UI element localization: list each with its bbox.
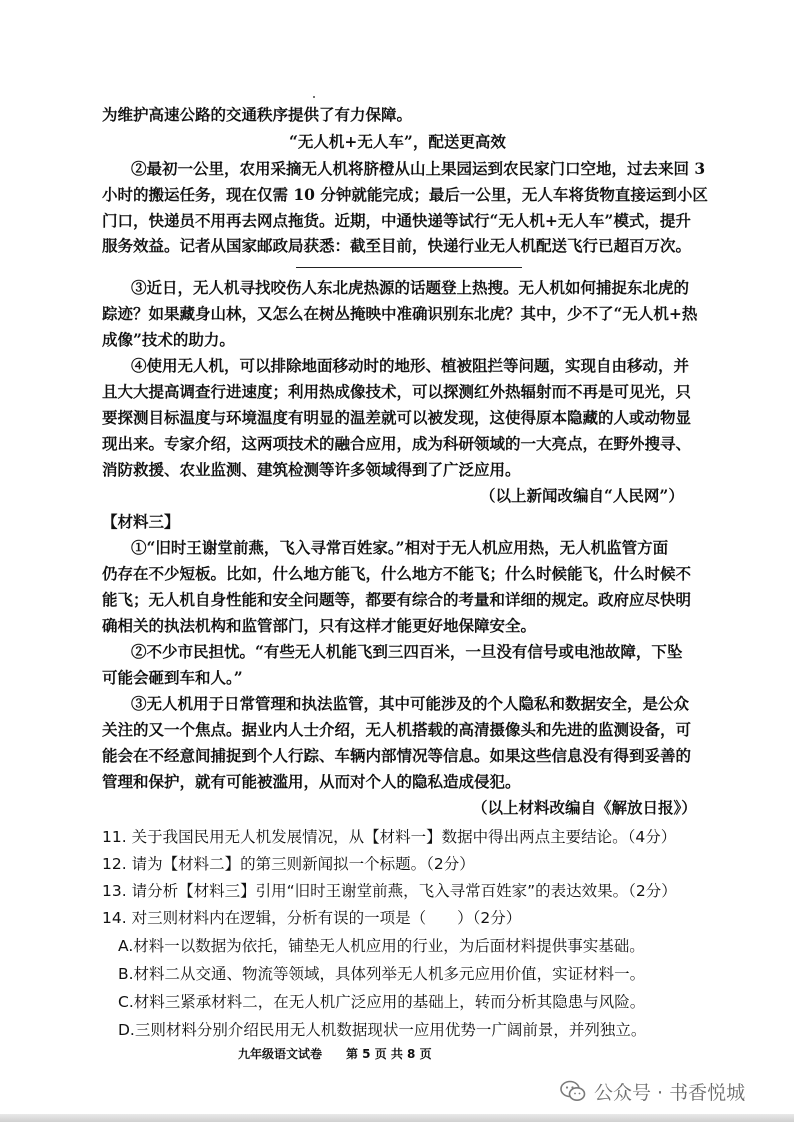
watermark-text: 公众号 · 书香悦城 bbox=[594, 1081, 746, 1104]
text-line: ②不少市民担忧。“有些无人机能飞到三四百米，一旦没有信号或电池故障，下坠 bbox=[131, 642, 683, 661]
news-subtitle: “无人机+无人车”，配送更高效 bbox=[289, 132, 506, 151]
wechat-icon bbox=[560, 1080, 586, 1102]
option-c: C.材料三紧承材料二，在无人机广泛应用的基础上，转而分析其隐患与风险。 bbox=[118, 993, 646, 1011]
text-line: 能飞；无人机自身性能和安全问题等，都要有综合的考量和详细的规定。政府应尽快明 bbox=[102, 590, 692, 609]
scan-speck bbox=[313, 96, 315, 98]
option-b: B.材料二从交通、物流等领域，具体列举无人机多元应用价值，实证材料一。 bbox=[118, 965, 646, 983]
text-line: ③无人机用于日常管理和执法监管，其中可能涉及的个人隐私和数据安全，是公众 bbox=[131, 694, 690, 713]
option-a: A.材料一以数据为依托，铺垫无人机应用的行业，为后面材料提供事实基础。 bbox=[118, 937, 645, 955]
text-line: 确相关的执法机构和监管部门，只有这样才能更好地保障安全。 bbox=[102, 616, 537, 635]
text-line: ①“旧时王谢堂前燕，飞入寻常百姓家。”相对于无人机应用热，无人机监管方面 bbox=[131, 538, 669, 557]
page-footer: 九年级语文试卷 第 5 页 共 8 页 bbox=[238, 1047, 432, 1061]
section-heading: 【材料三】 bbox=[102, 512, 180, 531]
text-line: 服务效益。记者从国家邮政局获悉：截至目前，快递行业无人机配送飞行已超百万次。 bbox=[102, 236, 692, 255]
text-line: 踪迹？如果藏身山林，又怎么在树丛掩映中准确识别东北虎？其中，少不了“无人机+热 bbox=[102, 304, 698, 323]
watermark bbox=[560, 1076, 745, 1106]
text-line: 成像”技术的助力。 bbox=[102, 330, 235, 349]
text-line: 消防救援、农业监测、建筑检测等许多领域得到了广泛应用。 bbox=[102, 460, 521, 479]
bottom-scan-edge bbox=[0, 1114, 794, 1122]
text-line: 小时的搬运任务，现在仅需 10 分钟就能完成；最后一公里，无人车将货物直接运到小区 bbox=[102, 185, 708, 204]
text-line: 可能会砸到车和人。” bbox=[102, 668, 243, 687]
text-line: ④使用无人机，可以排除地面移动时的地形、植被阻拦等问题，实现自由移动，并 bbox=[131, 356, 690, 375]
text-line: 管理和保护，就有可能被滥用，从而对个人的隐私造成侵犯。 bbox=[102, 772, 521, 791]
text-line: 为维护高速公路的交通秩序提供了有力保障。 bbox=[102, 105, 413, 124]
text-line: 能会在不经意间捕捉到个人行踪、车辆内部情况等信息。如果这些信息没有得到妥善的 bbox=[102, 746, 692, 765]
text-line: 关注的又一个焦点。据业内人士介绍，无人机搭载的高清摄像头和先进的监测设备，可 bbox=[102, 720, 692, 739]
question-13: 13. 请分析【材料三】引用“旧时王谢堂前燕，飞入寻常百姓家”的表达效果。（2分） bbox=[102, 882, 677, 900]
option-d: D.三则材料分别介绍民用无人机数据现状一应用优势一广阔前景，并列独立。 bbox=[118, 1021, 647, 1039]
text-line: ③近日，无人机寻找咬伤人东北虎热源的话题登上热搜。无人机如何捕捉东北虎的 bbox=[131, 278, 690, 297]
text-line: 要探测目标温度与环境温度有明显的温差就可以被发现，这使得原本隐藏的人或动物显 bbox=[102, 408, 692, 427]
text-line: 仍存在不少短板。比如，什么地方能飞，什么地方不能飞；什么时候能飞，什么时候不 bbox=[102, 564, 692, 583]
text-line: 现出来。专家介绍，这两项技术的融合应用，成为科研领域的一大亮点，在野外搜寻、 bbox=[102, 434, 692, 453]
question-11: 11. 关于我国民用无人机发展情况，从【材料一】数据中得出两点主要结论。（4分） bbox=[102, 828, 677, 846]
title-blank-line bbox=[296, 267, 522, 268]
text-line: 门口，快递员不用再去网点拖货。近期，中通快递等试行“无人机+无人车”模式，提升 bbox=[102, 211, 691, 230]
source-note: （以上新闻改编自“人民网”） bbox=[480, 486, 684, 505]
text-line: ②最初一公里，农用采摘无人机将脐橙从山上果园运到农民家门口空地，过去来回 3 bbox=[131, 159, 706, 178]
question-12: 12. 请为【材料二】的第三则新闻拟一个标题。（2分） bbox=[102, 855, 475, 873]
text-line: 且大大提高调查行进速度；利用热成像技术，可以探测红外热辐射而不再是可见光，只 bbox=[102, 382, 692, 401]
source-note: （以上材料改编自《解放日报》） bbox=[472, 798, 697, 817]
question-14: 14. 对三则材料内在逻辑，分析有误的一项是（ ）（2分） bbox=[102, 909, 522, 927]
